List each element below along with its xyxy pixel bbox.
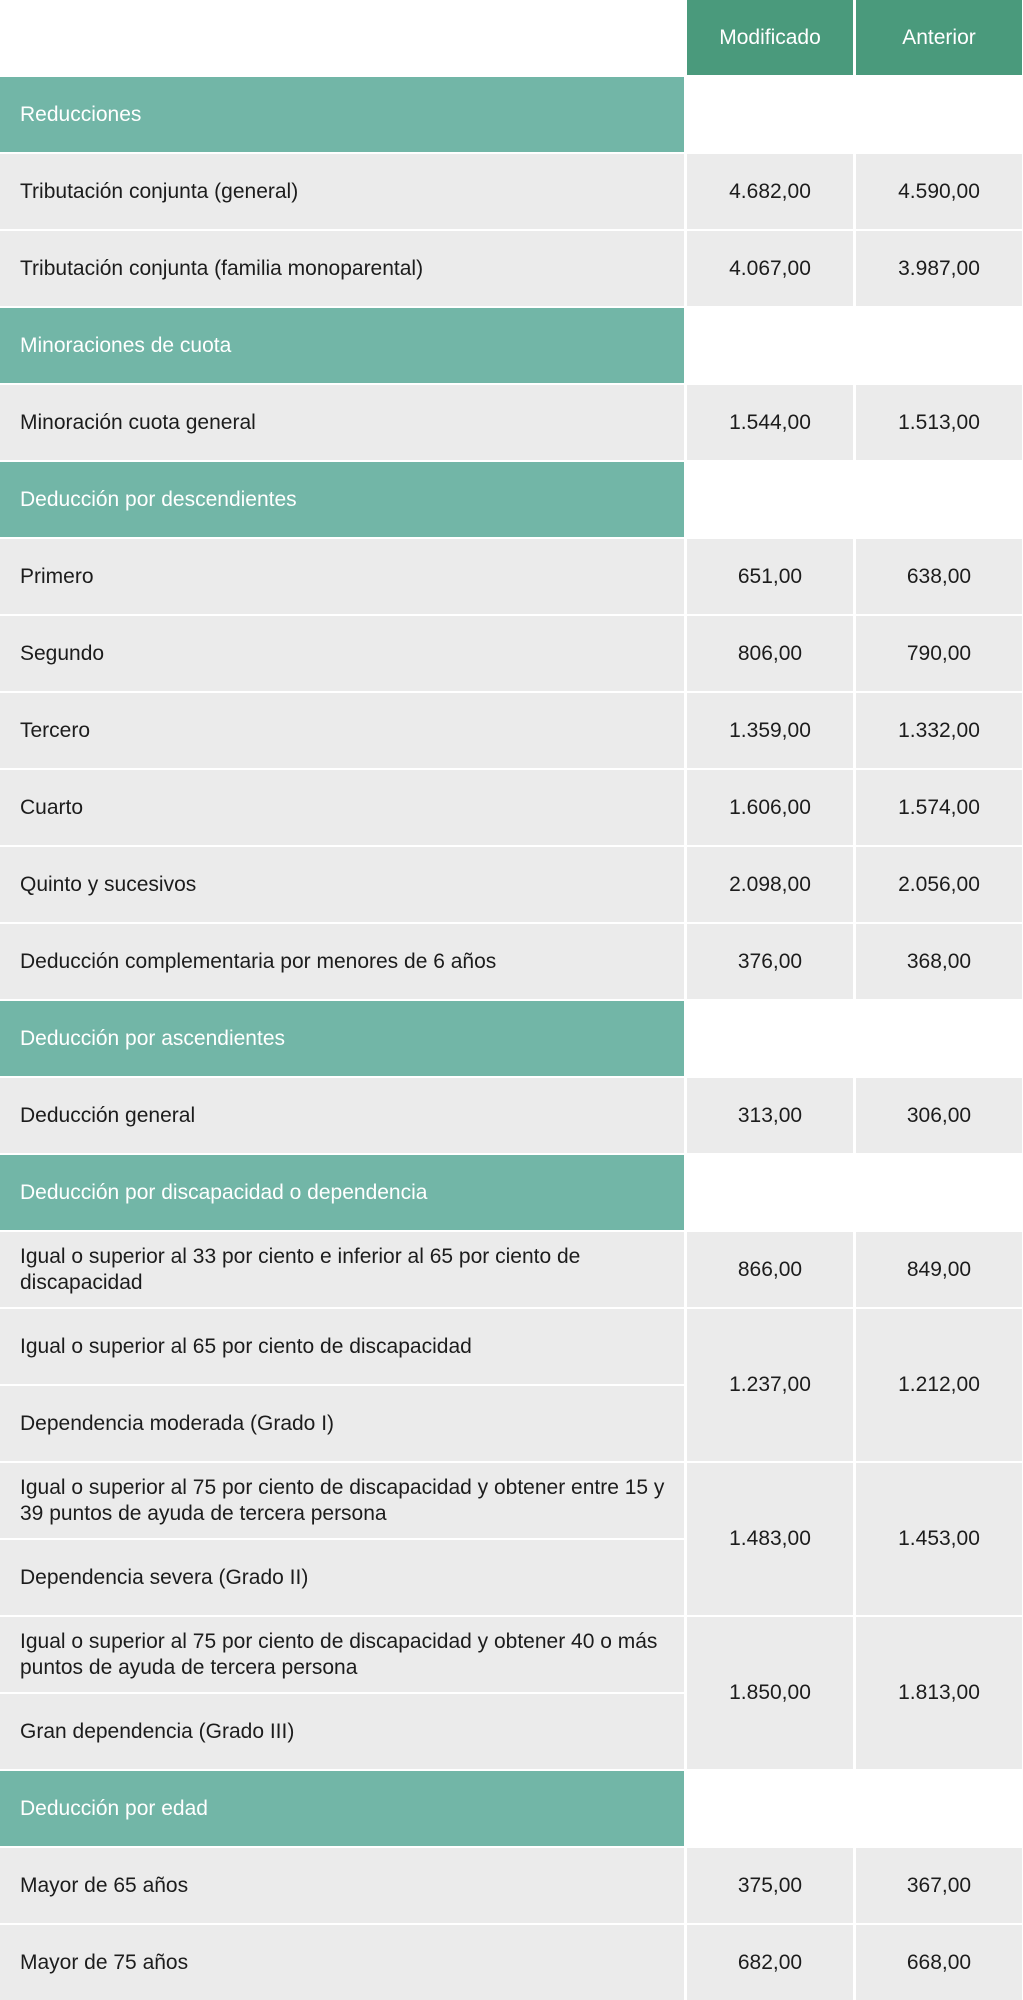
row-label: Igual o superior al 75 por ciento de discapacidad y obtener 40 o más puntos de ayuda de tercera persona <box>0 1617 684 1692</box>
value-previous: 1.513,00 <box>856 385 1022 460</box>
row-label: Cuarto <box>0 770 684 845</box>
row-label: Tercero <box>0 693 684 768</box>
value-modified: 313,00 <box>687 1078 853 1153</box>
value-previous: 1.574,00 <box>856 770 1022 845</box>
value-previous: 2.056,00 <box>856 847 1022 922</box>
value-modified: 2.098,00 <box>687 847 853 922</box>
row-label: Deducción general <box>0 1078 684 1153</box>
row-label: Tributación conjunta (general) <box>0 154 684 229</box>
row-label: Dependencia severa (Grado II) <box>0 1540 684 1615</box>
value-previous: 1.332,00 <box>856 693 1022 768</box>
section-header: Deducción por edad <box>0 1771 684 1846</box>
value-modified: 4.067,00 <box>687 231 853 306</box>
row-label: Tributación conjunta (familia monoparental) <box>0 231 684 306</box>
row-label: Dependencia moderada (Grado I) <box>0 1386 684 1461</box>
section-header-spacer <box>856 1771 1022 1846</box>
section-header-spacer <box>687 462 853 537</box>
value-modified: 375,00 <box>687 1848 853 1923</box>
section-header-spacer <box>687 77 853 152</box>
section-header-spacer <box>856 1001 1022 1076</box>
section-header-spacer <box>687 308 853 383</box>
row-label: Mayor de 65 años <box>0 1848 684 1923</box>
value-modified: 1.544,00 <box>687 385 853 460</box>
value-modified: 1.237,00 <box>687 1309 853 1461</box>
value-previous: 790,00 <box>856 616 1022 691</box>
value-modified: 1.483,00 <box>687 1463 853 1615</box>
value-previous: 4.590,00 <box>856 154 1022 229</box>
section-header-spacer <box>856 77 1022 152</box>
value-modified: 682,00 <box>687 1925 853 2000</box>
value-previous: 367,00 <box>856 1848 1022 1923</box>
section-header: Reducciones <box>0 77 684 152</box>
value-modified: 1.606,00 <box>687 770 853 845</box>
value-modified: 866,00 <box>687 1232 853 1307</box>
value-modified: 1.359,00 <box>687 693 853 768</box>
value-modified: 651,00 <box>687 539 853 614</box>
value-modified: 806,00 <box>687 616 853 691</box>
value-modified: 1.850,00 <box>687 1617 853 1769</box>
value-previous: 668,00 <box>856 1925 1022 2000</box>
section-header: Deducción por descendientes <box>0 462 684 537</box>
value-previous: 849,00 <box>856 1232 1022 1307</box>
section-header-spacer <box>687 1771 853 1846</box>
row-label: Primero <box>0 539 684 614</box>
value-previous: 1.453,00 <box>856 1463 1022 1615</box>
value-previous: 3.987,00 <box>856 231 1022 306</box>
value-previous: 1.212,00 <box>856 1309 1022 1461</box>
column-header-previous: Anterior <box>856 0 1022 75</box>
header-spacer <box>0 0 684 75</box>
row-label: Igual o superior al 75 por ciento de discapacidad y obtener entre 15 y 39 puntos de ayuda de tercera persona <box>0 1463 684 1538</box>
row-label: Gran dependencia (Grado III) <box>0 1694 684 1769</box>
value-previous: 638,00 <box>856 539 1022 614</box>
column-header-modified: Modificado <box>687 0 853 75</box>
row-label: Deducción complementaria por menores de 6 años <box>0 924 684 999</box>
value-previous: 1.813,00 <box>856 1617 1022 1769</box>
value-previous: 306,00 <box>856 1078 1022 1153</box>
value-modified: 376,00 <box>687 924 853 999</box>
section-header-spacer <box>856 462 1022 537</box>
section-header: Minoraciones de cuota <box>0 308 684 383</box>
section-header-spacer <box>856 1155 1022 1230</box>
row-label: Minoración cuota general <box>0 385 684 460</box>
section-header-spacer <box>687 1155 853 1230</box>
row-label: Igual o superior al 65 por ciento de discapacidad <box>0 1309 684 1384</box>
value-modified: 4.682,00 <box>687 154 853 229</box>
row-label: Segundo <box>0 616 684 691</box>
section-header-spacer <box>856 308 1022 383</box>
row-label: Quinto y sucesivos <box>0 847 684 922</box>
row-label: Mayor de 75 años <box>0 1925 684 2000</box>
value-previous: 368,00 <box>856 924 1022 999</box>
section-header-spacer <box>687 1001 853 1076</box>
row-label: Igual o superior al 33 por ciento e inferior al 65 por ciento de discapacidad <box>0 1232 684 1307</box>
section-header: Deducción por discapacidad o dependencia <box>0 1155 684 1230</box>
section-header: Deducción por ascendientes <box>0 1001 684 1076</box>
